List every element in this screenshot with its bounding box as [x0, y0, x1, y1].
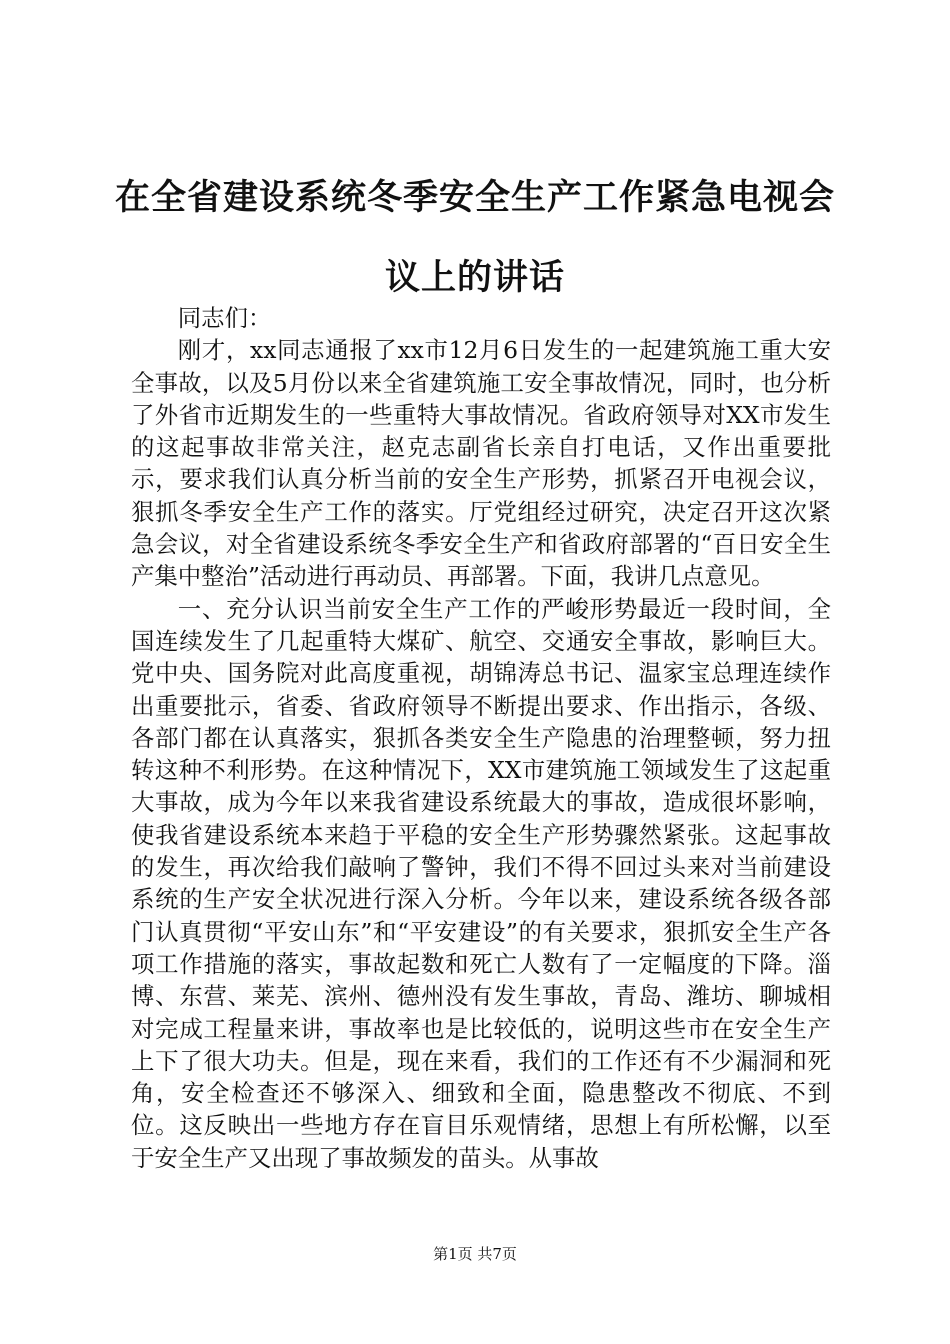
- salutation: 同志们：: [177, 304, 272, 332]
- page-indicator: 第1页 共7页: [433, 1245, 517, 1263]
- title-line-1: 在全省建设系统冬季安全生产工作紧急电视会: [114, 178, 835, 218]
- page-footer: [0, 1244, 950, 1264]
- document-body: [131, 302, 831, 1174]
- page-title: [100, 158, 850, 318]
- paragraph-1: 刚才，xx同志通报了xx市12月6日发生的一起建筑施工重大安全事故，以及5月份以来全省建筑施工安全事故情况，同时，也分析了外省市近期发生的一些重特大事故情况。省政府领导对XX市发生的这起事故非常关注，赵克志副省长亲自打电话，又作出重要批示，要求我们认真分析当前的安全生产形势，抓紧召开电视会议，狠抓冬季安全生产工作的落实。厅党组经过研究，决定召开这次紧急会议，对全省建设系统冬季安全生产和省政府部署的“百日安全生产集中整治”活动进行再动员、再部署。下面，我讲几点意见。: [131, 336, 831, 591]
- paragraph-2: 一、充分认识当前安全生产工作的严峻形势最近一段时间，全国连续发生了几起重特大煤矿、航空、交通安全事故，影响巨大。党中央、国务院对此高度重视，胡锦涛总书记、温家宝总理连续作出重要批示，省委、省政府领导不断提出要求、作出指示，各级、各部门都在认真落实，狠抓各类安全生产隐患的治理整顿，努力扭转这种不利形势。在这种情况下，XX市建筑施工领域发生了这起重大事故，成为今年以来我省建设系统最大的事故，造成很坏影响，使我省建设系统本来趋于平稳的安全生产形势骤然紧张。这起事故的发生，再次给我们敲响了警钟，我们不得不回过头来对当前建设系统的生产安全状况进行深入分析。今年以来，建设系统各级各部门认真贯彻“平安山东”和“平安建设”的有关要求，狠抓安全生产各项工作措施的落实，事故起数和死亡人数有了一定幅度的下降。淄博、东营、莱芜、滨州、德州没有发生事故，青岛、潍坊、聊城相对完成工程量来讲，事故率也是比较低的，说明这些市在安全生产上下了很大功夫。但是，现在来看，我们的工作还有不少漏洞和死角，安全检查还不够深入、细致和全面，隐患整改不彻底、不到位。这反映出一些地方存在盲目乐观情绪，思想上有所松懈，以至于安全生产又出现了事故频发的苗头。从事故: [131, 594, 831, 1172]
- title-line-2: 议上的讲话: [384, 258, 565, 298]
